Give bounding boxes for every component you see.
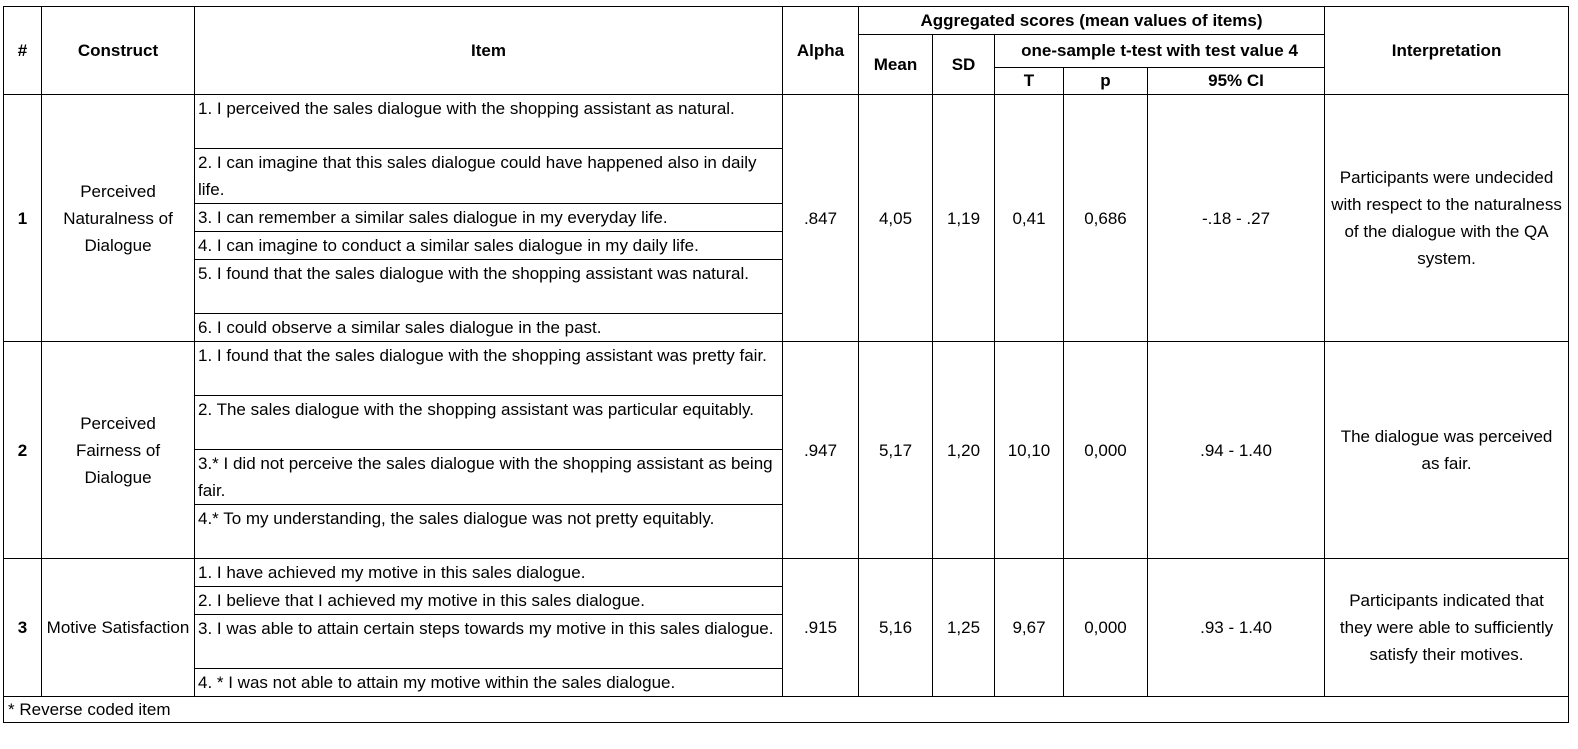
interpretation-text: Participants were undecided with respect to the naturalness of the dialogue with the QA system. bbox=[1325, 95, 1569, 342]
item-text: 2. I believe that I achieved my motive in this sales dialogue. bbox=[195, 587, 783, 615]
ci-value: -.18 - .27 bbox=[1148, 95, 1325, 342]
table-row bbox=[4, 95, 1569, 149]
table-row bbox=[4, 342, 1569, 396]
alpha-value: .847 bbox=[783, 95, 859, 342]
header-aggregated-scores: Aggregated scores (mean values of items) bbox=[859, 7, 1325, 35]
interpretation-text: The dialogue was perceived as fair. bbox=[1325, 342, 1569, 559]
item-text: 6. I could observe a similar sales dialogue in the past. bbox=[195, 314, 783, 342]
item-text: 1. I found that the sales dialogue with the shopping assistant was pretty fair. bbox=[195, 342, 783, 396]
item-text: 3. I can remember a similar sales dialogue in my everyday life. bbox=[195, 204, 783, 232]
row-number: 2 bbox=[4, 342, 42, 559]
mean-value: 5,16 bbox=[859, 559, 933, 697]
header-num: # bbox=[4, 7, 42, 95]
header-item: Item bbox=[195, 7, 783, 95]
row-number: 3 bbox=[4, 559, 42, 697]
header-mean: Mean bbox=[859, 35, 933, 95]
interpretation-text: Participants indicated that they were able to sufficiently satisfy their motives. bbox=[1325, 559, 1569, 697]
ci-value: .94 - 1.40 bbox=[1148, 342, 1325, 559]
p-value: 0,686 bbox=[1064, 95, 1148, 342]
header-construct: Construct bbox=[42, 7, 195, 95]
t-value: 10,10 bbox=[995, 342, 1064, 559]
header-t: T bbox=[995, 68, 1064, 95]
item-text: 4. * I was not able to attain my motive within the sales dialogue. bbox=[195, 669, 783, 697]
construct-name: Perceived Naturalness of Dialogue bbox=[42, 95, 195, 342]
sd-value: 1,20 bbox=[933, 342, 995, 559]
item-text: 1. I perceived the sales dialogue with the shopping assistant as natural. bbox=[195, 95, 783, 149]
p-value: 0,000 bbox=[1064, 342, 1148, 559]
results-table bbox=[3, 6, 1569, 723]
header-p: p bbox=[1064, 68, 1148, 95]
header-ttest: one-sample t-test with test value 4 bbox=[995, 35, 1325, 68]
header-alpha: Alpha bbox=[783, 7, 859, 95]
alpha-value: .947 bbox=[783, 342, 859, 559]
construct-name: Motive Satisfaction bbox=[42, 559, 195, 697]
sd-value: 1,25 bbox=[933, 559, 995, 697]
alpha-value: .915 bbox=[783, 559, 859, 697]
item-text: 3. I was able to attain certain steps towards my motive in this sales dialogue. bbox=[195, 615, 783, 669]
table-row bbox=[4, 559, 1569, 587]
item-text: 3.* I did not perceive the sales dialogue with the shopping assistant as being fair. bbox=[195, 450, 783, 505]
item-text: 2. The sales dialogue with the shopping assistant was particular equitably. bbox=[195, 396, 783, 450]
mean-value: 5,17 bbox=[859, 342, 933, 559]
header-ci: 95% CI bbox=[1148, 68, 1325, 95]
item-text: 2. I can imagine that this sales dialogue could have happened also in daily life. bbox=[195, 149, 783, 204]
t-value: 9,67 bbox=[995, 559, 1064, 697]
header-sd: SD bbox=[933, 35, 995, 95]
t-value: 0,41 bbox=[995, 95, 1064, 342]
footnote: * Reverse coded item bbox=[4, 697, 1569, 723]
item-text: 5. I found that the sales dialogue with the shopping assistant was natural. bbox=[195, 260, 783, 314]
item-text: 1. I have achieved my motive in this sales dialogue. bbox=[195, 559, 783, 587]
sd-value: 1,19 bbox=[933, 95, 995, 342]
construct-name: Perceived Fairness of Dialogue bbox=[42, 342, 195, 559]
item-text: 4.* To my understanding, the sales dialogue was not pretty equitably. bbox=[195, 505, 783, 559]
row-number: 1 bbox=[4, 95, 42, 342]
header-interpretation: Interpretation bbox=[1325, 7, 1569, 95]
p-value: 0,000 bbox=[1064, 559, 1148, 697]
item-text: 4. I can imagine to conduct a similar sales dialogue in my daily life. bbox=[195, 232, 783, 260]
ci-value: .93 - 1.40 bbox=[1148, 559, 1325, 697]
mean-value: 4,05 bbox=[859, 95, 933, 342]
